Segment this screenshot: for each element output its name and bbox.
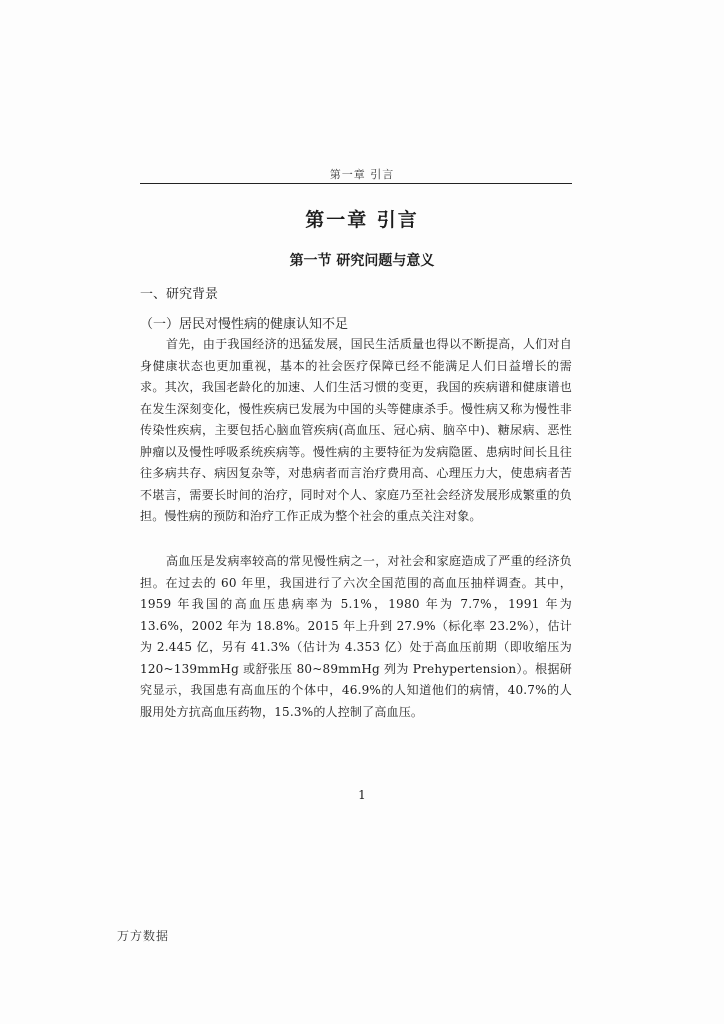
header-rule <box>140 183 572 184</box>
paragraph: 首先，由于我国经济的迅猛发展，国民生活质量也得以不断提高，人们对自身健康状态也更加重视，基本的社会医疗保障已经不能满足人们日益增长的需求。其次，我国老龄化的加速、人们生活习惯的变更，我国的疾病谱和健康谱也在发生深刻变化，慢性疾病已发展为中国的头等健康杀手。慢性病又称为慢性非传染性疾病，主要包括心脑血管疾病(高血压、冠心病、脑卒中)、糖尿病、恶性肿瘤以及慢性呼吸系统疾病等。慢性病的主要特征为发病隐匿、患病时间长且往往多病共存、病因复杂等，对患病者而言治疗费用高、心理压力大，使患病者苦不堪言，需要长时间的治疗，同时对个人、家庭乃至社会经济发展形成繁重的负担。慢性病的预防和治疗工作正成为整个社会的重点关注对象。 <box>140 337 572 523</box>
subsection-heading: 一、研究背景 <box>140 287 219 302</box>
subsubsection-heading: （一）居民对慢性病的健康认知不足 <box>140 317 349 332</box>
section-title: 第一节 研究问题与意义 <box>289 253 435 269</box>
running-header: 第一章 引言 <box>329 168 395 181</box>
watermark-text: 万方数据 <box>117 929 170 943</box>
paragraph: 高血压是发病率较高的常见慢性病之一，对社会和家庭造成了严重的经济负担。在过去的 60 年里，我国进行了六次全国范围的高血压抽样调查。其中，1959 年我国的高血压患病率为 5.1%，1980 年为 7.7%，1991 年为 13.6%，2002 年为 18.8%。2015 年上升到 27.9%（标化率 23.2%），估计为 2.445 亿，另有 41.3%（估计为 4.353 亿）处于高血压前期（即收缩压为 120~139mmHg 或舒张压 80~89mmHg 列为 Prehypertension）。根据研究显示，我国患有高血压的个体中，46.9%的人知道他们的病情，40.7%的人服用处方抗高血压药物，15.3%的人控制了高血压。 <box>140 554 572 719</box>
page-number: 1 <box>358 788 366 802</box>
chapter-title: 第一章 引言 <box>305 209 419 231</box>
